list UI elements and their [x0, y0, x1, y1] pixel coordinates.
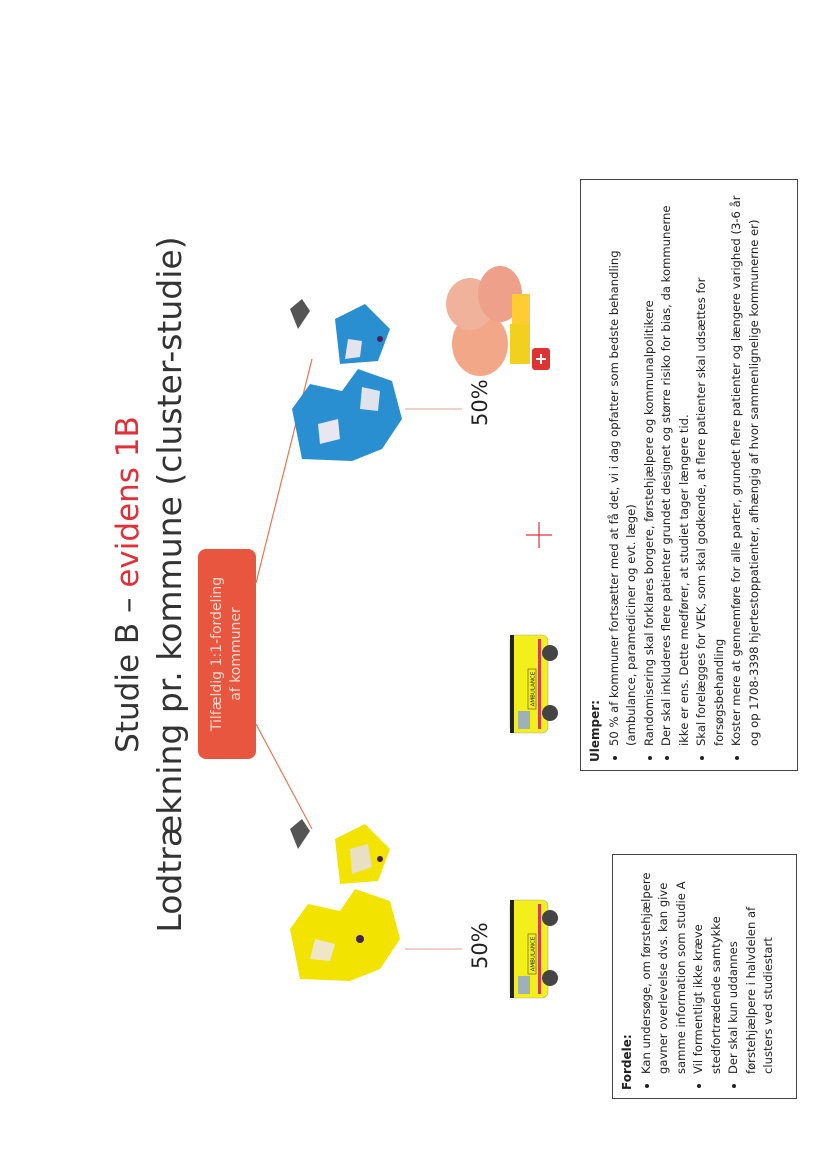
ulemper-item: • Randomisering skal forklares borgere, førstehjælpere og kommunalpolitikere — [641, 188, 659, 746]
right-percent: 50% — [468, 379, 492, 426]
ambulance-right-icon — [498, 629, 560, 739]
ambulance-left-label: AMBULANCE — [530, 936, 537, 972]
slide-subtitle: Lodtrækning pr. kommune (cluster-studie) — [150, 236, 189, 933]
first-responders-icon — [440, 244, 560, 384]
ulemper-item: • Skal forelægges for VEK, som skal godkende, at flere patienter skal udsættes for forsøgsbehandling — [693, 188, 728, 746]
randomization-line2: af kommuner — [228, 607, 244, 701]
fordele-item: • Vil formentligt ikke kræve stedfortrædende samtykke — [690, 863, 725, 1074]
randomization-line1: Tilfældig 1:1-fordeling — [209, 576, 225, 732]
ulemper-item: • 50 % af kommuner fortsætter med at få det, vi i dag opfatter som bedste behandling (ambulance, paramediciner og evt. læge) — [606, 188, 641, 746]
ulemper-item: • Koster mere at gennemføre for alle parter, grundet flere patienter og længere varighed (3-6 år og op 1708-3398 hjertestoppatienter, afhængig af hvor sammenlignelige kommunerne er) — [728, 188, 763, 746]
fordele-item: • Der skal kun uddannes førstehjælpere i halvdelen af clusters ved studiestart — [725, 863, 778, 1074]
fordele-list — [638, 863, 778, 1090]
fordele-box — [612, 854, 797, 1099]
title-highlight: evidens 1B — [110, 416, 146, 588]
fordele-item: • Kan undersøge, om førstehjælpere gavner overlevelse dvs. kan give samme information som studie A — [638, 863, 691, 1074]
fordele-heading: Fordele: — [620, 1034, 634, 1090]
title-prefix: Studie B – — [110, 587, 146, 753]
ambulance-right-label: AMBULANCE — [530, 671, 537, 707]
map-denmark-blue — [280, 289, 420, 479]
ulemper-box — [580, 179, 798, 771]
left-percent: 50% — [468, 922, 492, 969]
ambulance-left-icon — [498, 894, 560, 1004]
ulemper-list — [606, 188, 764, 762]
ulemper-heading: Ulemper: — [588, 700, 602, 762]
map-denmark-yellow — [280, 809, 420, 999]
ulemper-item: • Der skal inkluderes flere patienter grundet designet og større risiko for bias, da kommunerne ikke er ens. Dette medfører, at studiet tager længere tid. — [658, 188, 693, 746]
